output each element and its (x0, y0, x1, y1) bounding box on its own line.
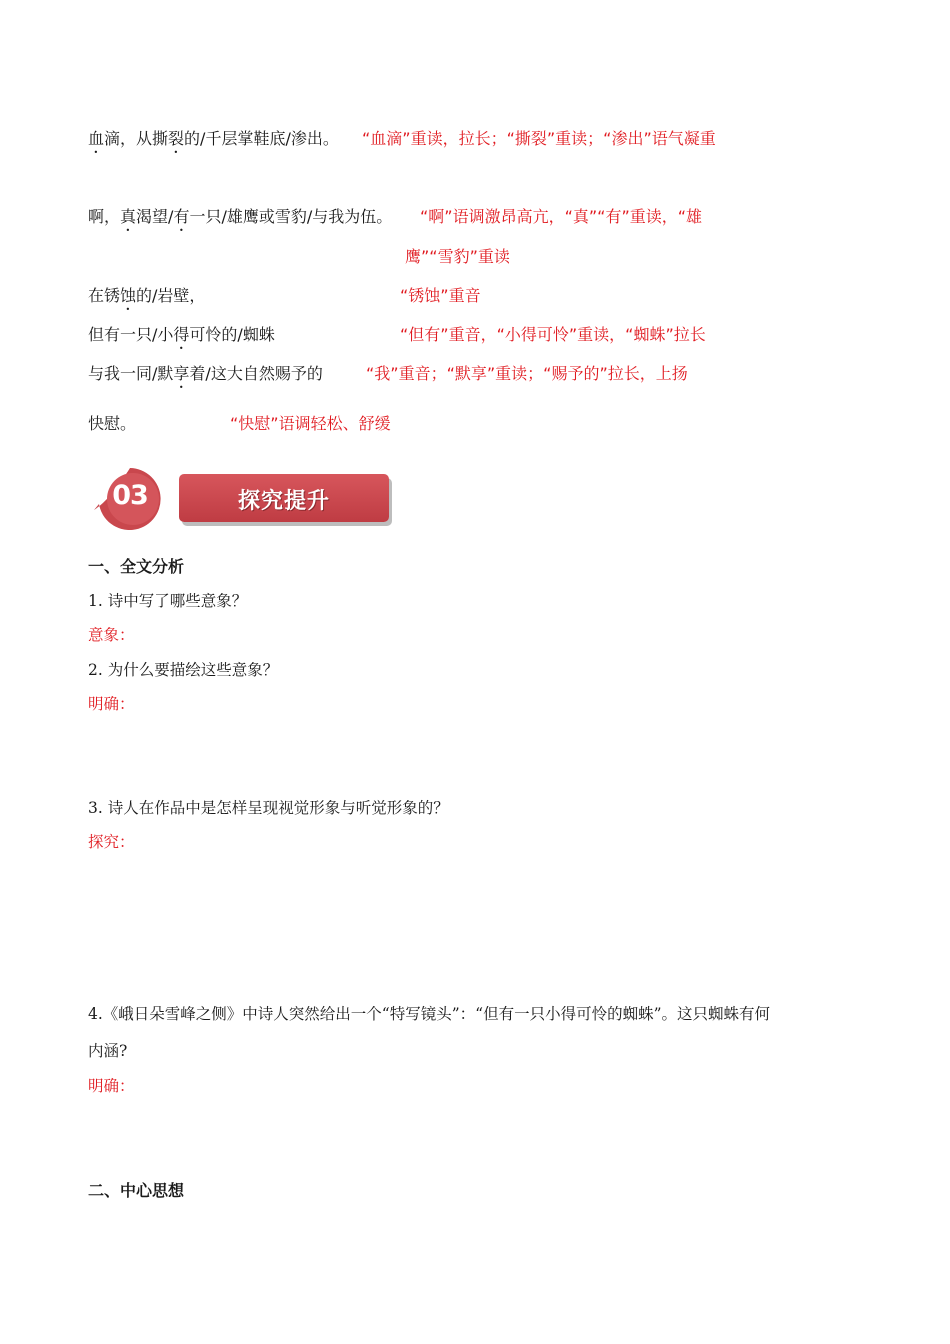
emphasis-mark: 裂 (168, 129, 185, 148)
stress-note-3: “锈蚀”重音 (400, 286, 481, 305)
emphasis-mark: 享 (173, 364, 190, 383)
section-banner (88, 466, 394, 536)
question-2: 2. 为什么要描绘这些意象？ (88, 661, 279, 679)
stress-note-4: “但有”重音，“小得可怜”重读，“蜘蛛”拉长 (400, 325, 706, 344)
poem-line-1: 血滴，从撕裂的/千层掌鞋底/渗出。 (88, 129, 339, 148)
stress-note-5: “我”重音；“默享”重读；“赐予的”拉长，上扬 (366, 364, 688, 383)
section-number: 03 (112, 480, 148, 511)
heading-central-idea: 二、中心思想 (88, 1181, 185, 1200)
answer-label-1: 意象： (88, 626, 135, 644)
stress-note-1: “血滴”重读，拉长；“撕裂”重读；“渗出”语气凝重 (362, 129, 716, 148)
poem-line-2: 啊，真渴望/有一只/雄鹰或雪豹/与我为伍。 (88, 207, 393, 226)
question-1: 1. 诗中写了哪些意象？ (88, 592, 248, 610)
question-4-line-1: 4.《峨日朵雪峰之侧》中诗人突然给出一个“特写镜头”：“但有一只小得可怜的蜘蛛”。这只蜘蛛有何 (88, 1005, 770, 1023)
poem-line-6: 快慰。 (88, 414, 137, 433)
answer-label-4: 明确： (88, 1077, 135, 1095)
poem-line-3: 在锈蚀的/岩壁， (88, 286, 206, 305)
poem-line-5: 与我一同/默享着/这大自然赐予的 (88, 364, 323, 383)
heading-full-text-analysis: 一、全文分析 (88, 557, 185, 576)
question-4-line-2: 内涵? (88, 1042, 128, 1060)
stress-note-2: “啊”语调激昂高亢，“真”“有”重读，“雄 (420, 207, 703, 226)
section-title: 探究提升 (237, 489, 330, 514)
stress-note-6: “快慰”语调轻松、舒缓 (230, 414, 391, 433)
stress-note-2-cont: 鹰”“雪豹”重读 (405, 247, 510, 266)
section-title-bar (179, 474, 389, 522)
emphasis-mark: 血 (88, 129, 105, 148)
emphasis-mark: 真 (120, 207, 137, 226)
emphasis-mark: 得 (173, 325, 190, 344)
question-3: 3. 诗人在作品中是怎样呈现视觉形象与听觉形象的？ (88, 799, 449, 817)
emphasis-mark: 蚀 (120, 286, 137, 305)
answer-label-3: 探究： (88, 833, 135, 851)
poem-line-4: 但有一只/小得可怜的/蜘蛛 (88, 325, 275, 344)
answer-label-2: 明确： (88, 695, 135, 713)
emphasis-mark: 有 (173, 207, 190, 226)
